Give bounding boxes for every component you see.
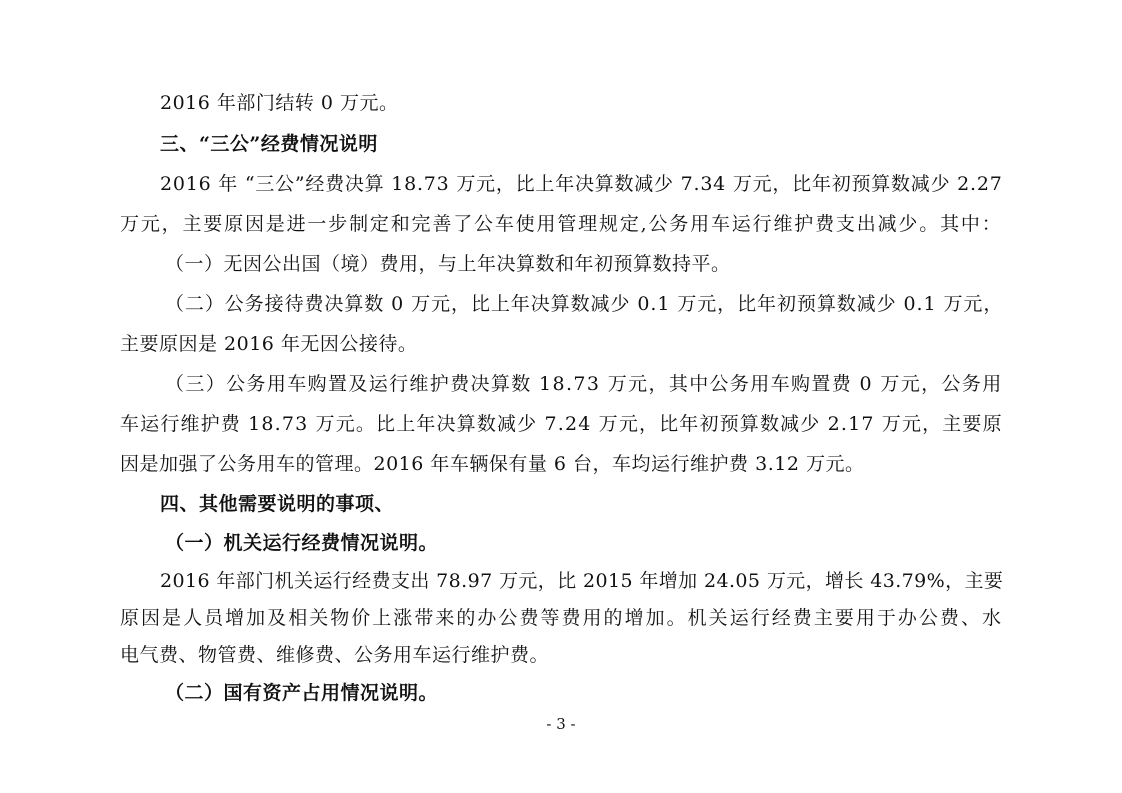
paragraph-line: 主要原因是 2016 年无因公接待。 (120, 333, 418, 355)
section-heading-other-matters: 四、其他需要说明的事项、 (160, 493, 395, 515)
paragraph-line: 2016 年 “三公”经费决算 18.73 万元，比上年决算数减少 7.34 万元，比年初预算数减少 2.27 (160, 173, 1003, 195)
subsection-heading-operating-expenses: （一）机关运行经费情况说明。 (165, 532, 439, 554)
subsection-heading-state-assets: （二）国有资产占用情况说明。 (165, 682, 439, 704)
paragraph-carryover: 2016 年部门结转 0 万元。 (160, 92, 399, 114)
paragraph-line: 车运行维护费 18.73 万元。比上年决算数减少 7.24 万元，比年初预算数减少 2.17 万元，主要原 (120, 413, 1003, 435)
section-heading-three-public-expenses: 三、“三公”经费情况说明 (160, 133, 378, 155)
paragraph-line: 万元，主要原因是进一步制定和完善了公车使用管理规定,公务用车运行维护费支出减少。其中： (120, 213, 1003, 235)
paragraph-line: 2016 年部门机关运行经费支出 78.97 万元，比 2015 年增加 24.05 万元，增长 43.79%，主要 (160, 570, 1004, 592)
subsection-two-text: （二）公务接待费决算数 0 万元，比上年决算数减少 0.1 万元，比年初预算数减少 0.1 万元， (165, 293, 1004, 315)
paragraph-line: 因是加强了公务用车的管理。2016 年车辆保有量 6 台，车均运行维护费 3.12 万元。 (120, 453, 865, 475)
page-number: - 3 - (546, 715, 576, 733)
subsection-three-text: （三）公务用车购置及运行维护费决算数 18.73 万元，其中公务用车购置费 0 万元，公务用 (165, 373, 1003, 395)
paragraph-line: 原因是人员增加及相关物价上涨带来的办公费等费用的增加。机关运行经费主要用于办公费、水 (120, 607, 1004, 629)
subsection-one-text: （一）无因公出国（境）费用，与上年决算数和年初预算数持平。 (165, 253, 731, 275)
paragraph-line: 电气费、物管费、维修费、公务用车运行维护费。 (120, 644, 550, 666)
